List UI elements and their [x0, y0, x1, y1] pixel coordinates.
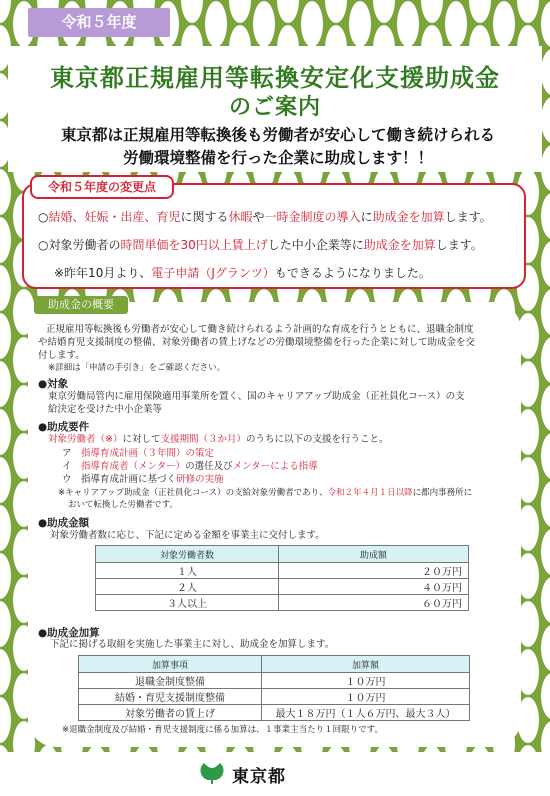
- amount-description: 対象労働者数に応じ、下記に定める金額を事業主に交付します。: [50, 530, 325, 541]
- lead-text-line2: 労働環境整備を行った企業に助成します！！: [122, 149, 433, 167]
- table-header-cell: 加算事項: [79, 656, 262, 673]
- table-cell: ４０万円: [279, 579, 469, 595]
- table-cell: 最大１８万円（１人６万円、最大３人）: [262, 705, 470, 721]
- intro-line3: 付します。: [38, 350, 85, 361]
- table-header-cell: 対象労働者数: [96, 546, 279, 563]
- table-header-cell: 加算額: [262, 656, 470, 673]
- change-item-2: ○対象労働者の時間単価を30円以上賃上げした中小企業等に助成金を加算します。: [38, 238, 483, 252]
- amount-heading: ●助成金額: [38, 517, 90, 529]
- table-cell: ２人: [96, 579, 279, 595]
- requirement-i: イ 指導育成者（メンター）の選任及びメンターによる指導: [62, 461, 318, 472]
- change-item-3: ※昨年10月より、電子申請（Jグランツ）もできるようになりました。: [54, 266, 431, 280]
- table-header-row: [79, 656, 470, 673]
- page-title: 東京都正規雇用等転換安定化支援助成金: [50, 64, 500, 92]
- intro-line2: や結婚育児支援制度の整備、対象労働者の賃上げなどの労働環境整備を行った企業に対して助成金を交: [38, 337, 476, 348]
- target-heading: ●対象: [38, 378, 69, 390]
- intro-line1: 正規雇用等転換後も労働者が安心して働き続けられるよう計画的な育成を行うとともに、退職金制度: [46, 324, 474, 335]
- target-line1: 東京労働局管内に雇用保険適用事業所を置く、国のキャリアアップ助成金（正社員化コース）の支: [48, 391, 465, 402]
- table-cell: 対象労働者の賃上げ: [79, 705, 262, 721]
- table-header-cell: 助成額: [279, 546, 469, 563]
- tokyo-logo-text: 東京都: [232, 767, 286, 787]
- table-row: [79, 689, 470, 705]
- requirements-heading: ●助成要件: [38, 421, 90, 433]
- target-line2: 給決定を受けた中小企業等: [48, 404, 163, 415]
- table-row: [79, 673, 470, 689]
- requirements-note-line1: ※キャリアアップ助成金（正社員化コース）の支給対象労働者であり、令和２年４月１日以降に都内事務所に: [58, 488, 473, 498]
- table-row: [96, 579, 469, 595]
- amount-table: [95, 545, 469, 611]
- lead-text-line1: 東京都は正規雇用等転換後も労働者が安心して働き続けられる: [60, 126, 495, 144]
- table-cell: ２０万円: [279, 563, 469, 579]
- changes-tag: 令和５年度の変更点: [30, 175, 174, 199]
- table-cell: 退職金制度整備: [79, 673, 262, 689]
- page-subtitle: のご案内: [228, 95, 321, 120]
- table-cell: １０万円: [262, 689, 470, 705]
- details-note: ※詳細は「申請の手引き」をご確認ください。: [48, 363, 226, 373]
- addition-heading: ●助成金加算: [38, 627, 100, 639]
- table-row: [79, 705, 470, 721]
- table-cell: １人: [96, 563, 279, 579]
- table-cell: １０万円: [262, 673, 470, 689]
- table-cell: ６０万円: [279, 595, 469, 611]
- change-item-1: ○結婚、妊娠・出産、育児に関する休暇や一時金制度の導入に助成金を加算します。: [38, 210, 492, 224]
- requirements-note-line2: おいて転換した労働者です。: [68, 500, 178, 510]
- addition-note: ※退職金制度及び結婚・育児支援制度に係る加算は、１事業主当たり１回限りです。: [62, 725, 383, 735]
- table-cell: ３人以上: [96, 595, 279, 611]
- requirement-u: ウ 指導育成計画に基づく研修の実施: [62, 474, 224, 485]
- table-cell: 結婚・育児支援制度整備: [79, 689, 262, 705]
- requirement-a: ア 指導育成計画（３年間）の策定: [62, 448, 215, 459]
- addition-table: [78, 655, 470, 721]
- addition-description: 下記に掲げる取組を実施した事業主に対し、助成金を加算します。: [50, 639, 335, 650]
- table-row: [96, 563, 469, 579]
- table-header-row: [96, 546, 469, 563]
- table-row: [96, 595, 469, 611]
- fiscal-year-badge: 令和５年度: [28, 8, 170, 37]
- requirements-line: 対象労働者（※）に対して支援期間（３か月）のうちに以下の支援を行うこと。: [48, 434, 389, 445]
- overview-tag: 助成金の概要: [34, 296, 128, 314]
